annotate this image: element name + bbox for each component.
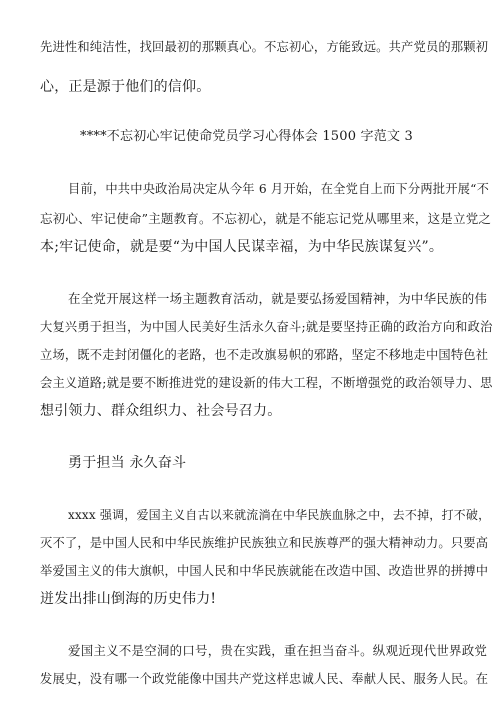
paragraph-2-line-3: 立场，既不走封闭僵化的老路，也不走改旗易帜的邪路，坚定不移地走中国特色社 [40, 348, 489, 362]
paragraph-1-line-3: 本;牢记使命，就是要“为中国人民谋幸福，为中华民族谋复兴”。 [40, 239, 444, 255]
paragraph-3-line-3: 举爱国主义的伟大旗帜，中国人民和中华民族就能在改造中国、改造世界的拼搏中 [40, 564, 489, 578]
paragraph-2-line-5: 想引领力、群众组织力、社会号召力。 [40, 403, 282, 419]
paragraph-4-line-1: 爱国主义不是空洞的口号，贵在实践，重在担当奋斗。纵观近现代世界政党 [68, 643, 488, 658]
section-heading: 勇于担当 永久奋斗 [68, 455, 187, 471]
paragraph-2-line-1: 在全党开展这样一场主题教育活动，就是要弘扬爱国精神，为中华民族的伟 [68, 291, 488, 306]
paragraph-1-line-2: 忘初心、牢记使命”主题教育。不忘初心，就是不能忘记党从哪里来，这是立党之 [40, 211, 492, 226]
intro-line-2: 心，正是源于他们的信仰。 [40, 79, 211, 95]
paragraph-3-line-4: 迸发出排山倒海的历史伟力! [40, 591, 217, 607]
paragraph-2-line-2: 大复兴勇于担当，为中国人民美好生活永久奋斗;就是要坚持正确的政治方向和政治 [40, 320, 493, 334]
paragraph-4-line-2: 发展史，没有哪一个政党能像中国共产党这样忠诚人民、奉献人民、服务人民。在 [40, 672, 489, 686]
intro-line-1: 先进性和纯洁性，找回最初的那颗真心。不忘初心，方能致远。共产党员的那颗初 [40, 40, 489, 54]
paragraph-3-line-1: xxxx 强调，爱国主义自古以来就流淌在中华民族血脉之中，去不掉，打不破， [68, 508, 491, 522]
paragraph-1-line-1: 目前，中共中央政治局决定从今年 6 月开始，在全党自上而下分两批开展“不 [68, 182, 490, 196]
paragraph-2-line-4: 会主义道路;就是要不断推进党的建设新的伟大工程，不断增强党的政治领导力、思 [40, 376, 493, 390]
essay-title: ****不忘初心牢记使命党员学习心得体会 1500 字范文 3 [80, 129, 413, 144]
paragraph-3-line-2: 灭不了，是中国人民和中华民族维护民族独立和民族尊严的强大精神动力。只要高 [40, 536, 489, 550]
